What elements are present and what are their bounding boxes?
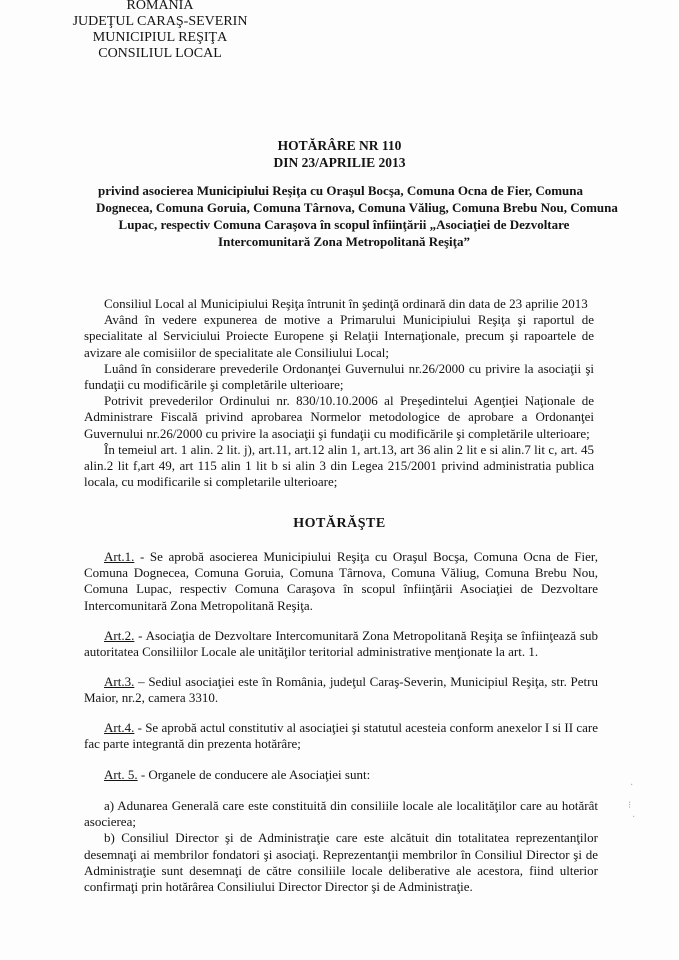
subject-line: Intercomunitară Zona Metropolitană Reşiţa” [218,234,470,249]
article-label: Art.1. [104,549,135,564]
preamble-paragraph: Având în vedere expunerea de motive a Primarului Municipiului Reşiţa şi raportul de specialitate al Serviciului Proiecte Europene şi Relaţii Internaţionale, precum şi rapoartele de avizare ale comisiilor de specialitate ale Consiliului Local; [84,312,594,360]
article-5-item-a: a) Adunarea Generală care este constituită din consiliile locale ale localităţilor care au hotărât asocierea; [84,798,598,830]
margin-mark: · [630,780,634,791]
preamble-paragraph: Potrivit prevederilor Ordinului nr. 830/10.10.2006 al Preşedintelui Agenţiei Naţionale de Administrare Fiscală privind aprobarea Normelor metodologice de aprobare a Ordonanţei Guvernului nr.26/2000 cu privire la asociaţii şi fundaţii cu modificările şi completările ulterioare; [84,393,594,441]
decision-subject [96,182,618,250]
preamble-paragraph: Consiliul Local al Municipiului Reşiţa întrunit în şedinţă ordinară din data de 23 aprilie 2013 [104,296,588,311]
article-text: – Sediul asociaţiei este în România, judeţul Caraş-Severin, Municipiul Reşiţa, str. Petru Maior, nr.2, camera 3310. [84,674,598,706]
decision-heading: HOTĂRĂŞTE [293,516,386,531]
article-text: - Asociaţia de Dezvoltare Intercomunitară Zona Metropolitană Reşiţa se înfiinţează sub autoritatea Consiliilor Locale ale unităţilor teritorial administrative menţionate la art. 1. [84,628,598,660]
article-label: Art.3. [104,674,135,689]
preamble [84,296,594,490]
subject-line: Dognecea, Comuna Goruia, Comuna Târnova, Comuna Văliug, Comuna Brebu Nou, Comuna [96,200,618,215]
margin-mark: · [632,812,636,823]
article-3 [84,674,598,706]
header-country: ROMANIA [126,0,194,13]
article-2 [84,628,598,660]
margin-mark: ⁝ [628,800,632,811]
article-5-items [84,798,598,895]
article-label: Art. 5. [104,767,138,782]
subject-line: privind asocierea Municipiului Reşiţa cu Oraşul Bocşa, Comuna Ocna de Fier, Comuna [98,183,584,198]
article-text: - Organele de conducere ale Asociaţiei sunt: [137,767,371,782]
decision-number: HOTĂRÂRE NR 110 [277,138,402,153]
issuer-header [62,2,258,62]
header-municipality: MUNICIPIUL REŞIŢA [92,30,228,45]
preamble-paragraph: În temeiul art. 1 alin. 2 lit. j), art.11, art.12 alin 1, art.13, art 36 alin 2 lit e si alin.7 lit c, art. 45 alin.2 lit f,art 49, art 115 alin 1 lit b si alin 3 din Legea 215/2001 privind administratia publica locala, cu modificarile si completarile ulterioare; [84,441,594,490]
article-label: Art.2. [104,628,135,643]
article-text: - Se aprobă asocierea Municipiului Reşiţa cu Oraşul Bocşa, Comuna Ocna de Fier, Comuna Dognecea, Comuna Goruia, Comuna Târnova, Comuna Văliug, Comuna Brebu Nou, Comuna Lupac, respectiv Comuna Caraşova în scopul înfiinţării Asociaţiei de Dezvoltare Intercomunitară Zona Metropolitană Reşiţa. [84,549,598,613]
header-council: CONSILIUL LOCAL [98,46,222,61]
article-label: Art.4. [104,720,135,735]
article-5 [84,767,598,783]
subject-line: Lupac, respectiv Comuna Caraşova în scopul înfiinţării „Asociaţiei de Dezvoltare [118,217,570,232]
article-4 [84,720,598,752]
article-text: - Se aprobă actul constitutiv al asociaţiei şi statutul acesteia conform anexelor I si II care fac parte integrantă din prezenta hotărâre; [84,720,598,752]
preamble-paragraph: Luând în considerare prevederile Ordonanţei Guvernului nr.26/2000 cu privire la asociaţii şi fundaţii cu modificările şi completările ulterioare; [84,360,594,393]
article-1 [84,549,598,614]
header-county: JUDEŢUL CARAŞ-SEVERIN [72,14,248,29]
decision-date: DIN 23/APRILIE 2013 [273,155,406,170]
article-5-item-b: b) Consiliul Director şi de Administraţie care este alcătuit din totalitatea reprezentanţilor desemnaţi ai membrilor fondatori şi asociaţi. Reprezentanţii membrilor în Consiliul Director şi de Administraţie sunt desemnaţi de către consiliile locale deliberative ale acestora, fiind ulterior confirmaţi prin hotărârea Consiliului Director Director şi de Administraţie. [84,830,598,895]
